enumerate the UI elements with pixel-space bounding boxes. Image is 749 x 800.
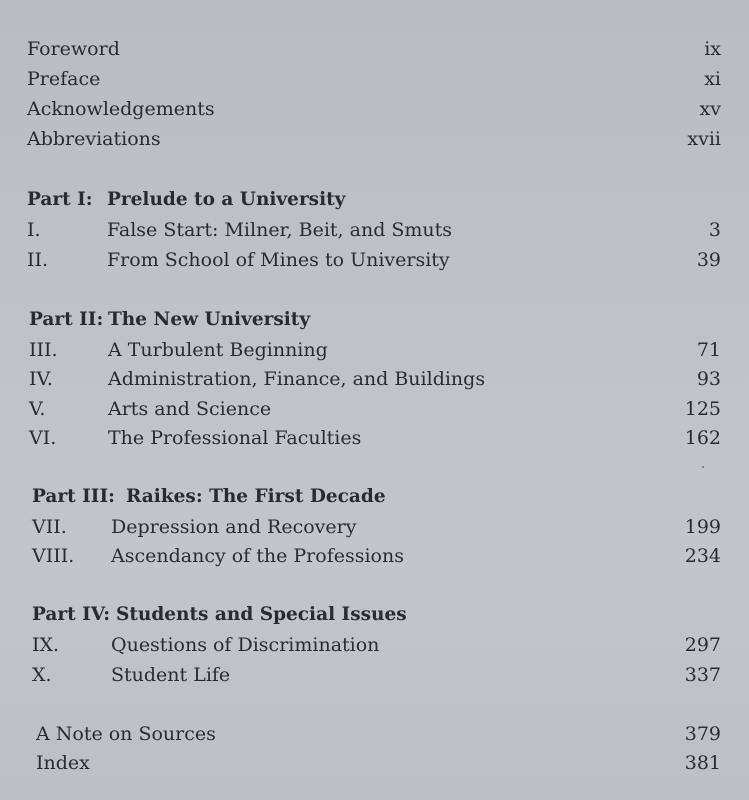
chapter-number: III.	[29, 339, 58, 361]
chapter-number: V.	[29, 398, 46, 420]
part-heading-3	[0, 483, 749, 511]
chapter-entry	[0, 631, 749, 659]
part-title: Prelude to a University	[107, 189, 346, 210]
chapter-title: False Start: Milner, Beit, and Smuts	[107, 219, 453, 241]
entry-page: xi	[704, 68, 721, 90]
entry-title: Abbreviations	[27, 128, 161, 150]
part-title: The New University	[108, 309, 311, 330]
chapter-page: 199	[684, 516, 721, 538]
chapter-page: 93	[696, 368, 721, 390]
chapter-number: X.	[32, 664, 52, 686]
chapter-entry	[0, 395, 749, 423]
chapter-entry	[0, 542, 749, 570]
chapter-page: 125	[684, 398, 721, 420]
chapter-number: VI.	[29, 427, 57, 449]
part-title: Raikes: The First Decade	[126, 486, 386, 507]
entry-page: 379	[684, 723, 721, 745]
toc-entry-acknowledgements	[0, 95, 749, 123]
chapter-title: Depression and Recovery	[111, 516, 357, 538]
toc-entry-index	[0, 749, 749, 777]
toc-entry-abbreviations	[0, 125, 749, 153]
entry-page: 381	[684, 752, 721, 774]
chapter-number: I.	[27, 219, 41, 241]
chapter-page: 39	[696, 249, 721, 271]
chapter-title: Administration, Finance, and Buildings	[108, 368, 486, 390]
entry-page: xv	[699, 98, 721, 120]
chapter-title: Ascendancy of the Professions	[111, 545, 404, 567]
chapter-entry	[0, 246, 749, 274]
chapter-title: A Turbulent Beginning	[108, 339, 328, 361]
chapter-entry	[0, 365, 749, 393]
part-heading-4	[0, 601, 749, 629]
entry-title: Foreword	[27, 38, 120, 60]
chapter-title: From School of Mines to University	[107, 249, 450, 271]
part-heading-2	[0, 306, 749, 334]
entry-page: ix	[704, 38, 721, 60]
chapter-entry	[0, 424, 749, 452]
chapter-title: Questions of Discrimination	[111, 634, 380, 656]
chapter-title: Arts and Science	[108, 398, 272, 420]
entry-page: xvii	[687, 128, 721, 150]
chapter-number: IX.	[32, 634, 60, 656]
entry-title: A Note on Sources	[36, 723, 216, 745]
entry-title: Index	[36, 752, 90, 774]
chapter-page: 162	[684, 427, 721, 449]
toc-entry-foreword	[0, 35, 749, 63]
entry-title: Preface	[27, 68, 101, 90]
toc-entry-preface	[0, 65, 749, 93]
chapter-number: VIII.	[32, 545, 75, 567]
chapter-entry	[0, 216, 749, 244]
chapter-page: 234	[684, 545, 721, 567]
chapter-entry	[0, 336, 749, 364]
part-heading-1	[0, 186, 749, 214]
chapter-number: II.	[27, 249, 49, 271]
entry-title: Acknowledgements	[27, 98, 215, 120]
chapter-entry	[0, 513, 749, 541]
toc-entry-note-on-sources	[0, 720, 749, 748]
chapter-page: 297	[684, 634, 721, 656]
part-title: Students and Special Issues	[116, 604, 407, 625]
part-label: Part III:	[32, 486, 115, 507]
part-label: Part II:	[29, 309, 104, 330]
chapter-title: Student Life	[111, 664, 231, 686]
chapter-entry	[0, 661, 749, 689]
chapter-title: The Professional Faculties	[108, 427, 362, 449]
chapter-page: 3	[708, 219, 721, 241]
speck	[702, 466, 704, 468]
part-label: Part I:	[27, 189, 93, 210]
chapter-number: VII.	[32, 516, 67, 538]
chapter-page: 337	[684, 664, 721, 686]
part-label: Part IV:	[32, 604, 111, 625]
chapter-number: IV.	[29, 368, 53, 390]
chapter-page: 71	[696, 339, 721, 361]
